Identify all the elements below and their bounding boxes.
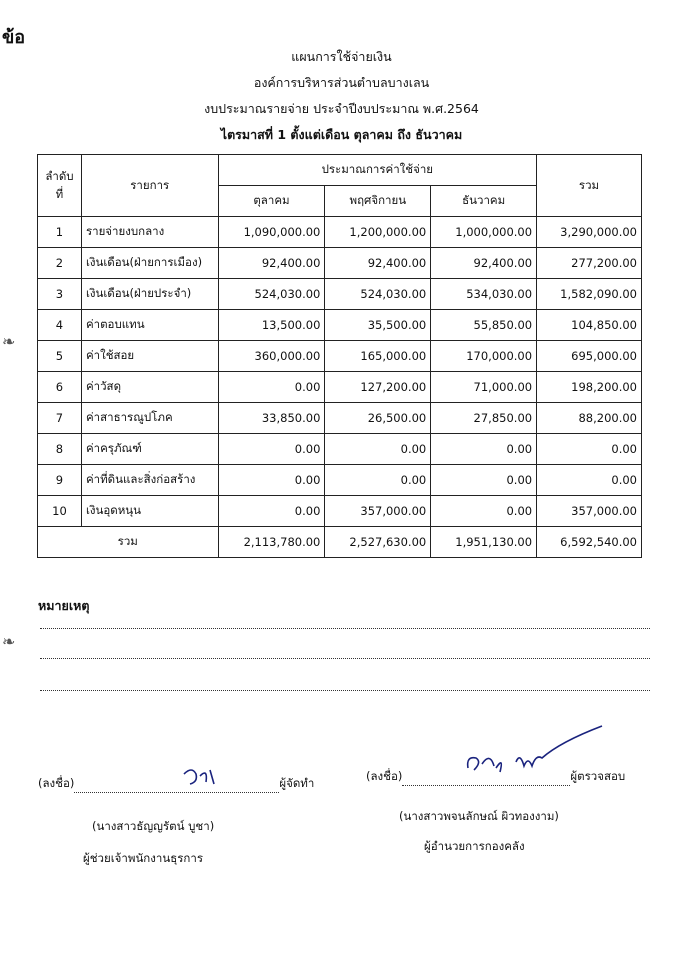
row-number: 7 xyxy=(38,403,82,434)
remarks-line xyxy=(40,658,650,659)
row-oct: 360,000.00 xyxy=(218,341,325,372)
row-nov: 0.00 xyxy=(325,465,431,496)
row-oct: 33,850.00 xyxy=(218,403,325,434)
row-nov: 35,500.00 xyxy=(325,310,431,341)
row-total: 104,850.00 xyxy=(537,310,642,341)
row-oct: 524,030.00 xyxy=(218,279,325,310)
row-item: ค่าวัสดุ xyxy=(81,372,218,403)
table-row xyxy=(38,279,642,310)
remarks-line xyxy=(40,628,650,629)
row-oct: 13,500.00 xyxy=(218,310,325,341)
row-oct: 1,090,000.00 xyxy=(218,217,325,248)
signature-left xyxy=(38,775,314,793)
table-row xyxy=(38,465,642,496)
row-dec: 534,030.00 xyxy=(431,279,537,310)
total-label: รวม xyxy=(38,527,219,558)
row-number: 2 xyxy=(38,248,82,279)
row-nov: 26,500.00 xyxy=(325,403,431,434)
total-m3: 1,951,130.00 xyxy=(431,527,537,558)
row-total: 1,582,090.00 xyxy=(537,279,642,310)
header-month-3: ธันวาคม xyxy=(431,186,537,217)
budget-table xyxy=(37,154,642,558)
row-number: 9 xyxy=(38,465,82,496)
total-sum: 6,592,540.00 xyxy=(537,527,642,558)
sign-prefix-right: (ลงชื่อ) xyxy=(366,769,403,783)
table-row xyxy=(38,403,642,434)
role-right: ผู้ตรวจสอบ xyxy=(570,769,626,783)
row-total: 277,200.00 xyxy=(537,248,642,279)
remarks-label: หมายเหตุ xyxy=(38,598,90,613)
title-line-1: แผนการใช้จ่ายเงิน xyxy=(291,49,392,64)
row-dec: 92,400.00 xyxy=(431,248,537,279)
row-total: 198,200.00 xyxy=(537,372,642,403)
row-dec: 1,000,000.00 xyxy=(431,217,537,248)
table-row xyxy=(38,434,642,465)
title-line-4: ไตรมาสที่ 1 ตั้งแต่เดือน ตุลาคม ถึง ธันวาคม xyxy=(220,127,463,142)
name-left: (นางสาวธัญญรัตน์ บูชา) xyxy=(92,819,215,833)
title-line-3: งบประมาณรายจ่าย ประจำปีงบประมาณ พ.ศ.2564 xyxy=(204,101,479,116)
header-total: รวม xyxy=(537,155,642,217)
row-dec: 0.00 xyxy=(431,496,537,527)
table-row xyxy=(38,372,642,403)
row-number: 5 xyxy=(38,341,82,372)
row-dec: 27,850.00 xyxy=(431,403,537,434)
signature-line-left xyxy=(74,778,279,793)
row-number: 1 xyxy=(38,217,82,248)
row-nov: 524,030.00 xyxy=(325,279,431,310)
position-left: ผู้ช่วยเจ้าพนักงานธุรการ xyxy=(83,851,203,865)
total-m2: 2,527,630.00 xyxy=(325,527,431,558)
row-oct: 0.00 xyxy=(218,465,325,496)
table-total-row xyxy=(38,527,642,558)
handwritten-signature-right xyxy=(460,722,610,784)
row-total: 0.00 xyxy=(537,465,642,496)
binding-mark: ❧ xyxy=(2,632,16,651)
row-nov: 92,400.00 xyxy=(325,248,431,279)
row-oct: 0.00 xyxy=(218,372,325,403)
handwritten-signature-left xyxy=(178,762,228,792)
row-number: 4 xyxy=(38,310,82,341)
remarks-line xyxy=(40,690,650,691)
sign-prefix-left: (ลงชื่อ) xyxy=(38,776,75,790)
header-no: ลำดับที่ xyxy=(38,155,82,217)
total-m1: 2,113,780.00 xyxy=(218,527,325,558)
row-dec: 170,000.00 xyxy=(431,341,537,372)
row-dec: 0.00 xyxy=(431,465,537,496)
table-row xyxy=(38,310,642,341)
table-row xyxy=(38,217,642,248)
row-total: 695,000.00 xyxy=(537,341,642,372)
row-nov: 357,000.00 xyxy=(325,496,431,527)
row-number: 3 xyxy=(38,279,82,310)
row-oct: 92,400.00 xyxy=(218,248,325,279)
position-right: ผู้อำนวยการกองคลัง xyxy=(424,839,525,853)
row-nov: 0.00 xyxy=(325,434,431,465)
row-total: 0.00 xyxy=(537,434,642,465)
row-item: เงินอุดหนุน xyxy=(81,496,218,527)
header-month-1: ตุลาคม xyxy=(218,186,325,217)
header-month-2: พฤศจิกายน xyxy=(325,186,431,217)
row-total: 357,000.00 xyxy=(537,496,642,527)
row-item: ค่าสาธารณูปโภค xyxy=(81,403,218,434)
name-right: (นางสาวพจนลักษณ์ ผิวทองงาม) xyxy=(399,809,559,823)
row-nov: 165,000.00 xyxy=(325,341,431,372)
title-line-2: องค์การบริหารส่วนตำบลบางเลน xyxy=(253,75,430,90)
header-item: รายการ xyxy=(81,155,218,217)
binding-mark: ❧ xyxy=(2,332,16,351)
row-oct: 0.00 xyxy=(218,496,325,527)
row-nov: 1,200,000.00 xyxy=(325,217,431,248)
table-row xyxy=(38,496,642,527)
row-item: ค่าที่ดินและสิ่งก่อสร้าง xyxy=(81,465,218,496)
header-estimate: ประมาณการค่าใช้จ่าย xyxy=(218,155,537,186)
document-header xyxy=(0,44,683,148)
row-item: ค่าใช้สอย xyxy=(81,341,218,372)
row-number: 8 xyxy=(38,434,82,465)
row-number: 10 xyxy=(38,496,82,527)
row-dec: 71,000.00 xyxy=(431,372,537,403)
row-item: เงินเดือน(ฝ่ายการเมือง) xyxy=(81,248,218,279)
row-dec: 55,850.00 xyxy=(431,310,537,341)
row-total: 88,200.00 xyxy=(537,403,642,434)
row-nov: 127,200.00 xyxy=(325,372,431,403)
row-item: รายจ่ายงบกลาง xyxy=(81,217,218,248)
role-left: ผู้จัดทำ xyxy=(279,776,315,790)
row-item: เงินเดือน(ฝ่ายประจำ) xyxy=(81,279,218,310)
row-total: 3,290,000.00 xyxy=(537,217,642,248)
row-dec: 0.00 xyxy=(431,434,537,465)
row-item: ค่าครุภัณฑ์ xyxy=(81,434,218,465)
corner-text: ข้อ xyxy=(2,27,26,48)
row-item: ค่าตอบแทน xyxy=(81,310,218,341)
row-number: 6 xyxy=(38,372,82,403)
table-row xyxy=(38,341,642,372)
table-row xyxy=(38,248,642,279)
table-header-row xyxy=(38,155,642,186)
row-oct: 0.00 xyxy=(218,434,325,465)
